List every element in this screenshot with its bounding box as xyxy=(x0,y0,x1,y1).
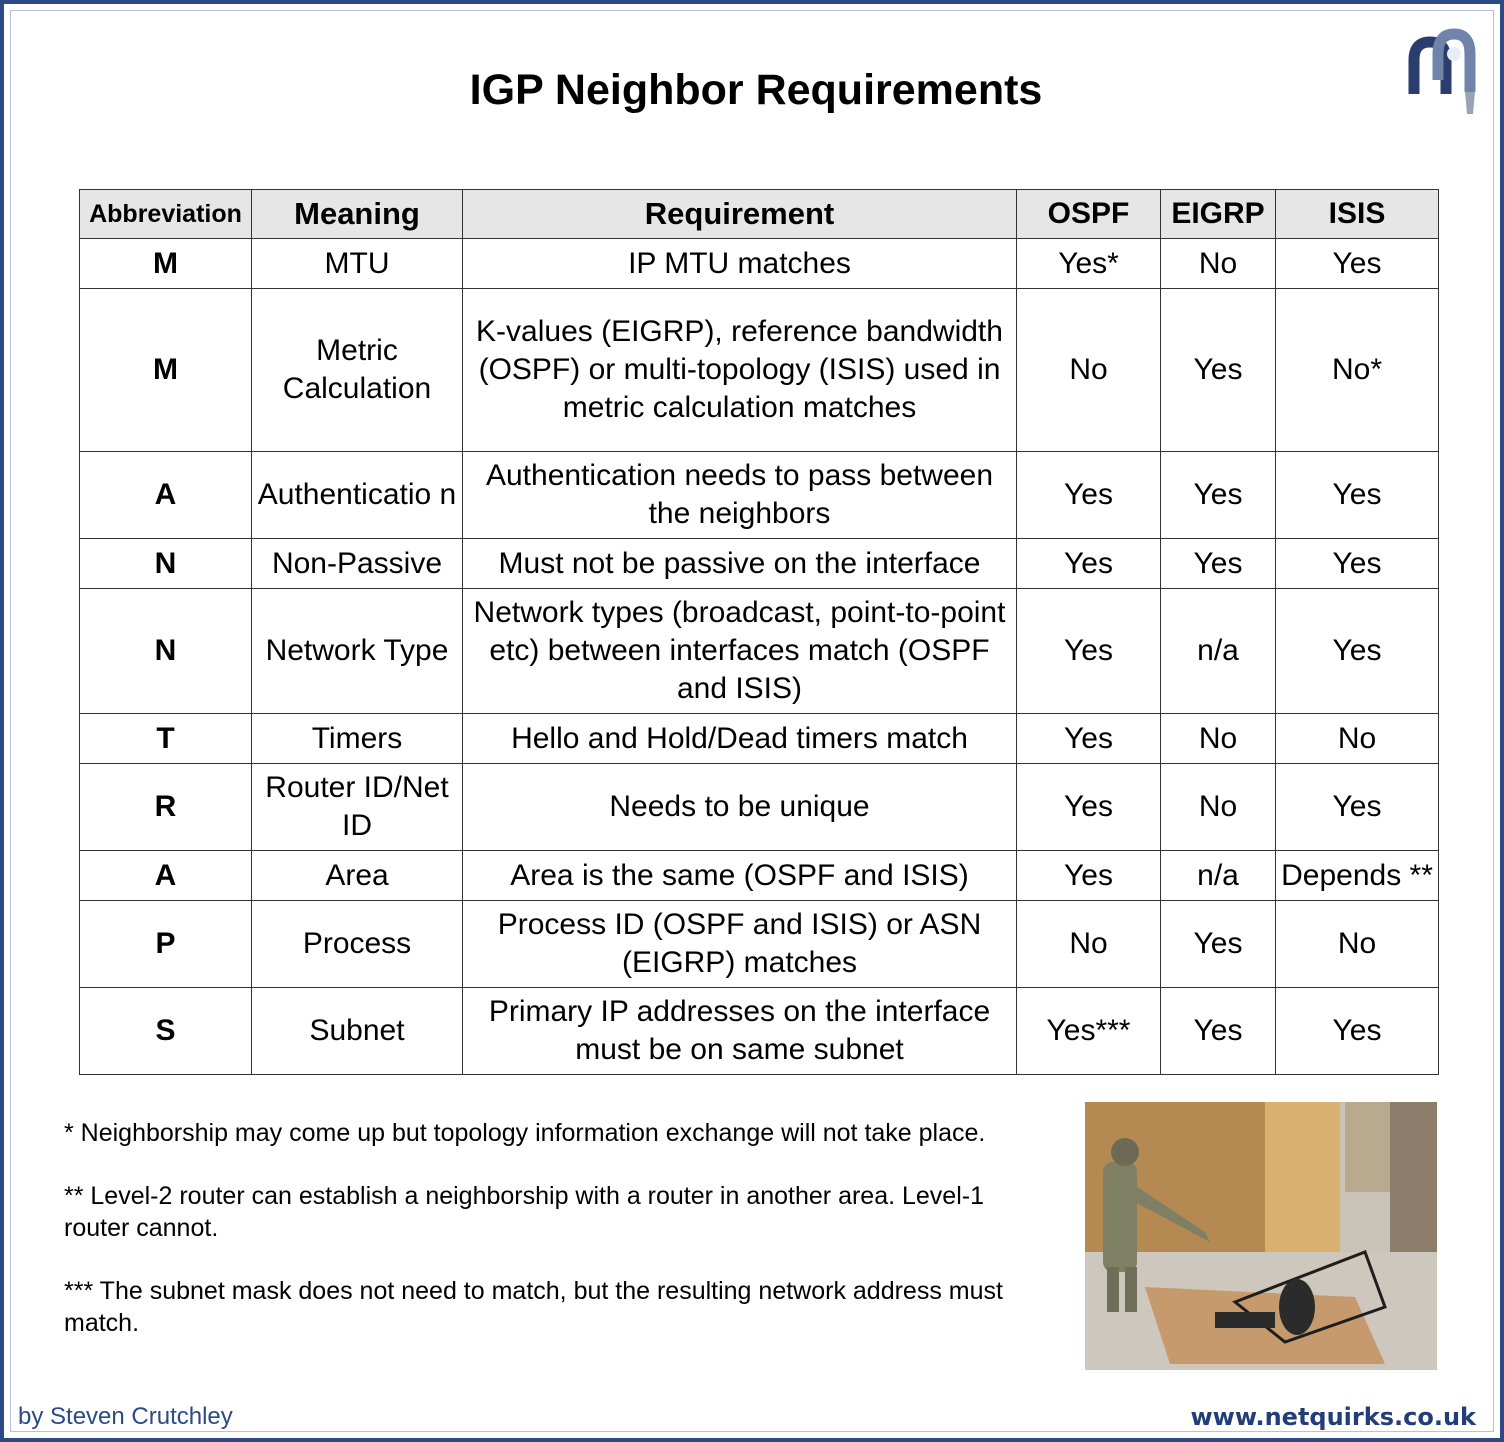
cell-meaning: Authenticatio n xyxy=(252,452,463,539)
cell-isis: Yes xyxy=(1276,452,1439,539)
cell-eigrp: Yes xyxy=(1161,539,1276,589)
table-row xyxy=(80,901,1439,988)
cell-ospf: Yes xyxy=(1017,539,1161,589)
cell-eigrp: No xyxy=(1161,764,1276,851)
table-row xyxy=(80,589,1439,714)
cell-requirement: Process ID (OSPF and ISIS) or ASN (EIGRP) matches xyxy=(463,901,1017,988)
cell-ospf: Yes* xyxy=(1017,239,1161,289)
table-row xyxy=(80,851,1439,901)
table-row xyxy=(80,452,1439,539)
cell-meaning: MTU xyxy=(252,239,463,289)
requirements-table xyxy=(79,189,1439,1075)
cell-requirement: Must not be passive on the interface xyxy=(463,539,1017,589)
table-row xyxy=(80,764,1439,851)
cell-eigrp: Yes xyxy=(1161,988,1276,1075)
cell-eigrp: n/a xyxy=(1161,851,1276,901)
cell-requirement: Authentication needs to pass between the neighbors xyxy=(463,452,1017,539)
cell-ospf: Yes xyxy=(1017,452,1161,539)
cell-isis: Yes xyxy=(1276,988,1439,1075)
header-eigrp: EIGRP xyxy=(1161,190,1276,239)
header-meaning: Meaning xyxy=(252,190,463,239)
table-row xyxy=(80,539,1439,589)
cell-ospf: No xyxy=(1017,901,1161,988)
cell-eigrp: Yes xyxy=(1161,901,1276,988)
cell-abbreviation: N xyxy=(80,589,252,714)
cell-ospf: Yes xyxy=(1017,851,1161,901)
soldier-photo xyxy=(1085,1102,1437,1370)
cell-meaning: Process xyxy=(252,901,463,988)
cell-meaning: Router ID/Net ID xyxy=(252,764,463,851)
cell-requirement: Primary IP addresses on the interface must be on same subnet xyxy=(463,988,1017,1075)
header-requirement: Requirement xyxy=(463,190,1017,239)
cell-meaning: Timers xyxy=(252,714,463,764)
cell-isis: Depends ** xyxy=(1276,851,1439,901)
cell-meaning: Area xyxy=(252,851,463,901)
cell-requirement: IP MTU matches xyxy=(463,239,1017,289)
cell-meaning: Network Type xyxy=(252,589,463,714)
header-ospf: OSPF xyxy=(1017,190,1161,239)
cell-eigrp: No xyxy=(1161,239,1276,289)
cell-meaning: Subnet xyxy=(252,988,463,1075)
cell-ospf: Yes xyxy=(1017,589,1161,714)
cell-requirement: Area is the same (OSPF and ISIS) xyxy=(463,851,1017,901)
cell-eigrp: Yes xyxy=(1161,289,1276,452)
netquirks-logo-icon xyxy=(1404,22,1486,118)
cell-abbreviation: N xyxy=(80,539,252,589)
cell-requirement: K-values (EIGRP), reference bandwidth (OSPF) or multi-topology (ISIS) used in metric calculation matches xyxy=(463,289,1017,452)
cell-isis: No xyxy=(1276,901,1439,988)
cell-requirement: Network types (broadcast, point-to-point etc) between interfaces match (OSPF and ISIS) xyxy=(463,589,1017,714)
footnote-triple-star: *** The subnet mask does not need to match, but the resulting network address must match. xyxy=(64,1277,1003,1337)
footnote-single-star: * Neighborship may come up but topology information exchange will not take place. xyxy=(64,1119,986,1147)
cell-ospf: No xyxy=(1017,289,1161,452)
cell-isis: Yes xyxy=(1276,764,1439,851)
cell-ospf: Yes xyxy=(1017,714,1161,764)
cell-eigrp: n/a xyxy=(1161,589,1276,714)
cell-abbreviation: M xyxy=(80,239,252,289)
table-row xyxy=(80,239,1439,289)
cell-isis: Yes xyxy=(1276,589,1439,714)
cell-ospf: Yes*** xyxy=(1017,988,1161,1075)
header-isis: ISIS xyxy=(1276,190,1439,239)
footnotes xyxy=(64,1117,1054,1370)
table-row xyxy=(80,289,1439,452)
cell-abbreviation: A xyxy=(80,851,252,901)
table-row xyxy=(80,988,1439,1075)
cell-eigrp: No xyxy=(1161,714,1276,764)
page-title: IGP Neighbor Requirements xyxy=(469,66,1043,114)
website-link[interactable]: www.netquirks.co.uk xyxy=(1190,1403,1476,1431)
cell-abbreviation: T xyxy=(80,714,252,764)
cell-requirement: Needs to be unique xyxy=(463,764,1017,851)
cell-isis: No xyxy=(1276,714,1439,764)
footnote-double-star: ** Level-2 router can establish a neighborship with a router in another area. Level-1 router cannot. xyxy=(64,1182,984,1242)
cell-ospf: Yes xyxy=(1017,764,1161,851)
header-row xyxy=(80,190,1439,239)
cell-isis: Yes xyxy=(1276,539,1439,589)
cell-abbreviation: R xyxy=(80,764,252,851)
cell-requirement: Hello and Hold/Dead timers match xyxy=(463,714,1017,764)
cell-meaning: Metric Calculation xyxy=(252,289,463,452)
cell-abbreviation: P xyxy=(80,901,252,988)
cell-abbreviation: A xyxy=(80,452,252,539)
cell-eigrp: Yes xyxy=(1161,452,1276,539)
cell-isis: Yes xyxy=(1276,239,1439,289)
author-credit: by Steven Crutchley xyxy=(18,1403,233,1430)
cell-abbreviation: S xyxy=(80,988,252,1075)
cell-meaning: Non-Passive xyxy=(252,539,463,589)
header-abbreviation: Abbreviation xyxy=(80,190,252,239)
cell-abbreviation: M xyxy=(80,289,252,452)
table-row xyxy=(80,714,1439,764)
cell-isis: No* xyxy=(1276,289,1439,452)
